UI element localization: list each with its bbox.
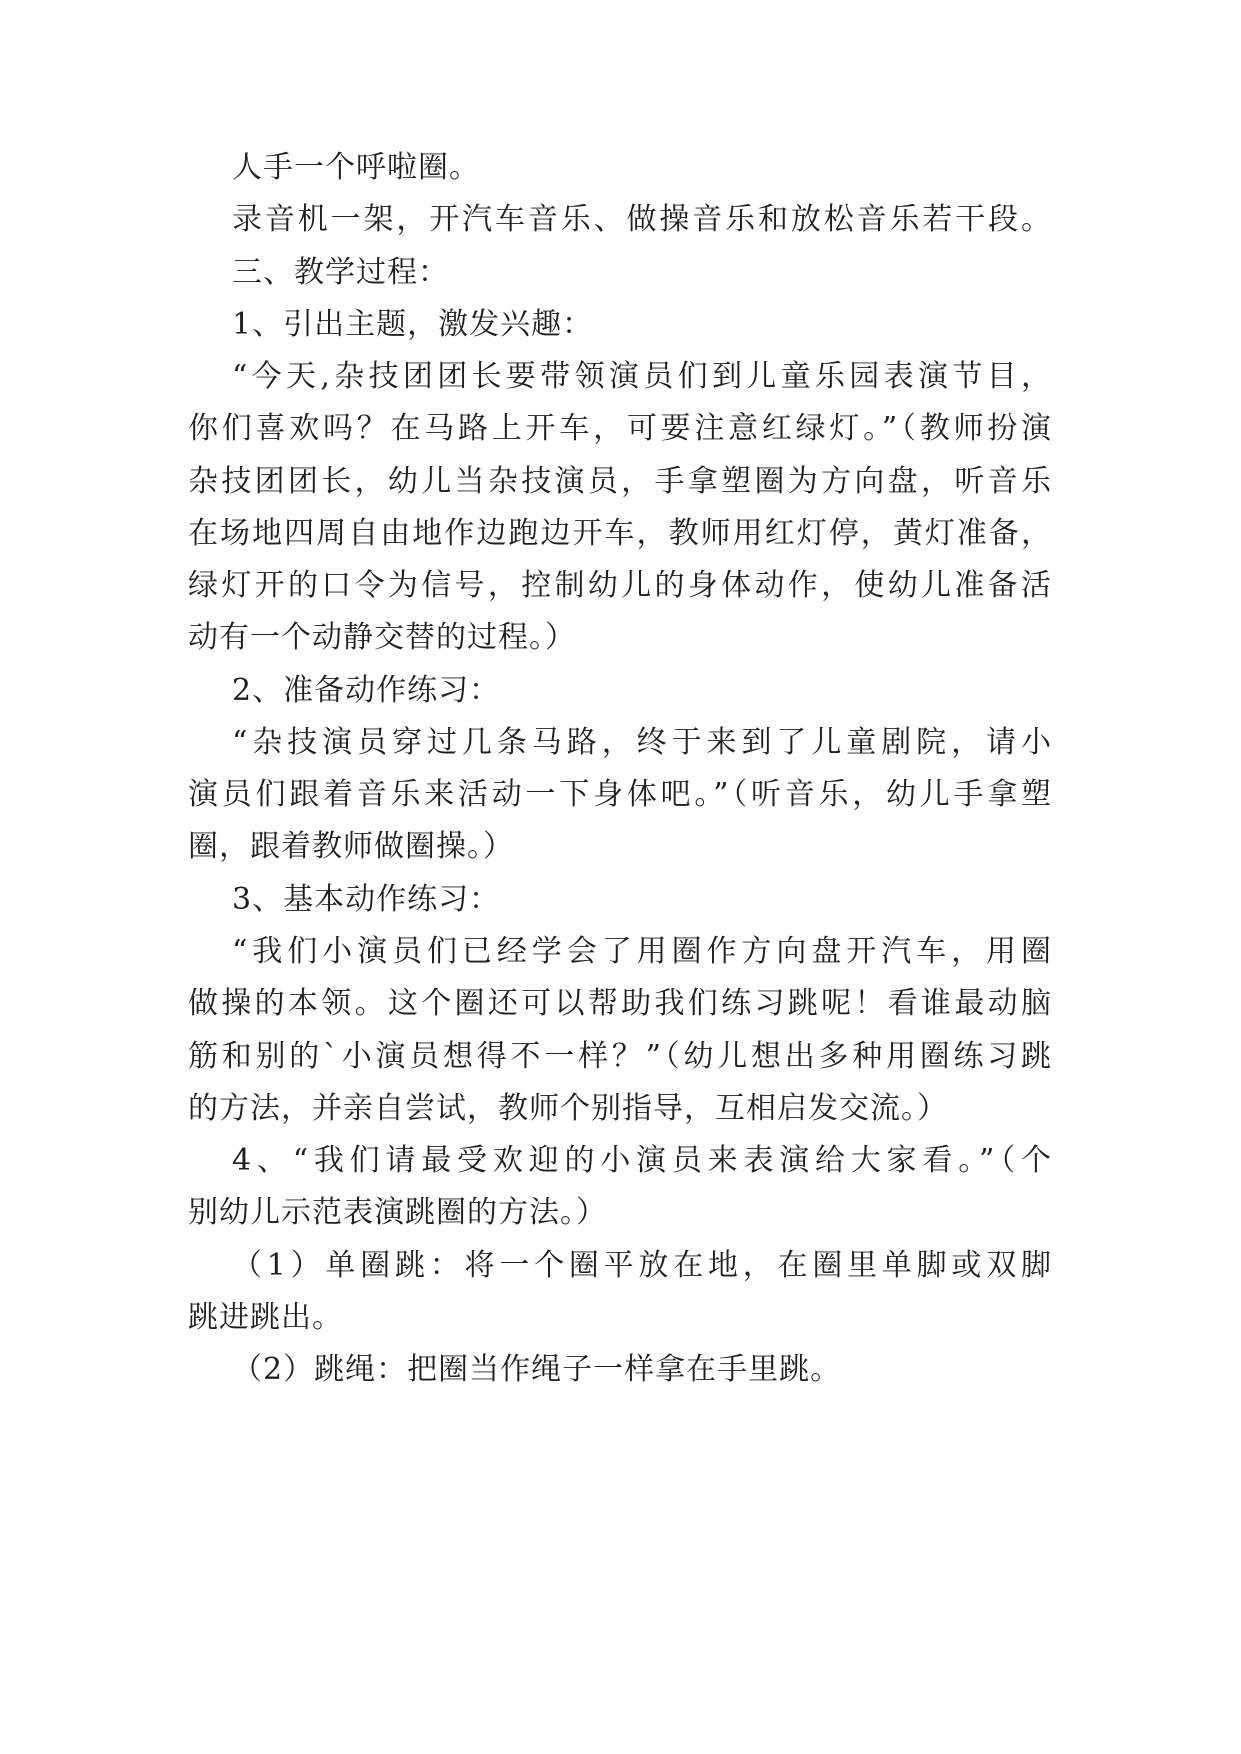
paragraph-single-hoop-jump [188, 1240, 1052, 1345]
paragraph-introduce-theme [188, 351, 1052, 665]
text-line: （1）单圈跳：将一个圈平放在地，在圈里单脚或双脚 [232, 1247, 1052, 1283]
step-heading-introduce-theme [188, 299, 1052, 351]
text-line: （2）跳绳：把圈当作绳子一样拿在手里跳。 [232, 1352, 842, 1388]
text-line: 别幼儿示范表演跳圈的方法。） [188, 1195, 607, 1231]
text-line: 3、基本动作练习： [232, 881, 501, 917]
paragraph-demonstration [188, 1135, 1052, 1240]
text-line: 动有一个动静交替的过程。） [188, 620, 576, 656]
paragraph-jump-rope [188, 1344, 1052, 1396]
text-line: 人手一个呼啦圈。 [232, 150, 480, 185]
paragraph-recorder-materials [188, 194, 1052, 246]
text-line: 4、“我们请最受欢迎的小演员来表演给大家看。”（个 [232, 1143, 1052, 1179]
text-line: 杂技团团长，幼儿当杂技演员，手拿塑圈为方向盘，听音乐 [188, 463, 1052, 499]
text-line: 绿灯开的口令为信号，控制幼儿的身体动作，使幼儿准备活 [188, 568, 1052, 604]
text-line: 的方法，并亲自尝试，教师个别指导，互相启发交流。） [188, 1090, 948, 1126]
text-line: 演员们跟着音乐来活动一下身体吧。”（听音乐，幼儿手拿塑 [188, 777, 1052, 813]
text-line: 筋和别的`小演员想得不一样？”（幼儿想出多种用圈练习跳 [188, 1038, 1052, 1074]
step-heading-basic-moves [188, 874, 1052, 926]
text-line: 做操的本领。这个圈还可以帮助我们练习跳呢！看谁最动脑 [188, 986, 1052, 1022]
text-line: “我们小演员们已经学会了用圈作方向盘开汽车，用圈 [232, 933, 1052, 969]
document-body [188, 142, 1052, 1396]
text-line: “杂技演员穿过几条马路，终于来到了儿童剧院，请小 [232, 724, 1052, 760]
text-line: 1、引出主题，激发兴趣： [232, 306, 594, 342]
text-line: “今天,杂技团团长要带领演员们到儿童乐园表演节目， [232, 359, 1052, 395]
paragraph-warmup [188, 717, 1052, 874]
text-line: 在场地四周自由地作边跑边开车，教师用红灯停，黄灯准备， [188, 515, 1052, 551]
text-line: 2、准备动作练习： [232, 672, 501, 708]
text-line: 录音机一架，开汽车音乐、做操音乐和放松音乐若干段。 [232, 202, 1052, 238]
text-line: 跳进跳出。 [188, 1299, 343, 1335]
text-line: 圈，跟着教师做圈操。） [188, 829, 514, 865]
text-line: 三、教学过程： [232, 254, 449, 290]
step-heading-warmup [188, 665, 1052, 717]
paragraph-basic-moves [188, 926, 1052, 1135]
paragraph-hoop-materials [188, 142, 1052, 194]
section-heading-teaching-process [188, 247, 1052, 299]
text-line: 你们喜欢吗？在马路上开车，可要注意红绿灯。”（教师扮演 [188, 411, 1052, 447]
